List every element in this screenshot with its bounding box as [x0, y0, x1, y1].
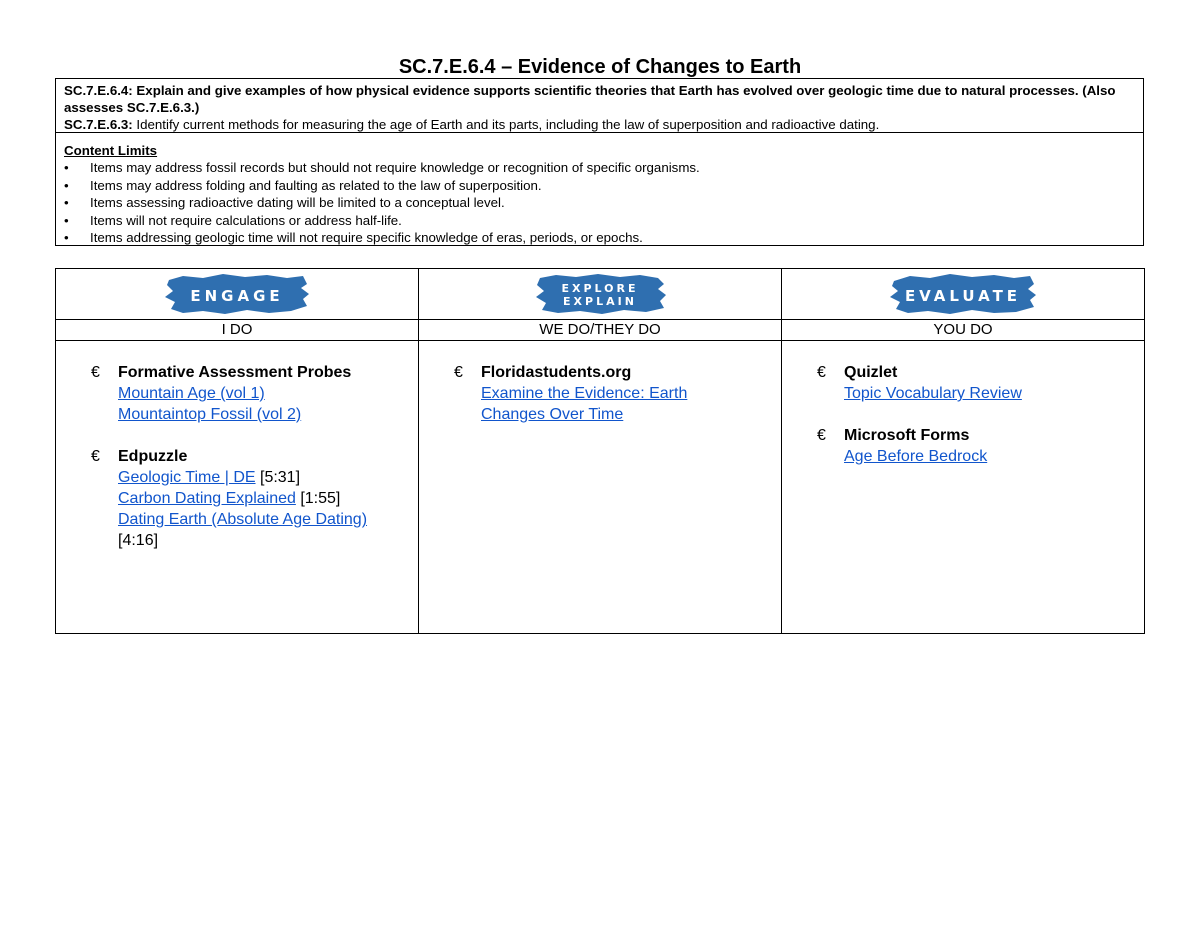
resource-title: Formative Assessment Probes [118, 364, 352, 381]
link-dating-earth[interactable]: Dating Earth (Absolute Age Dating) [118, 511, 368, 528]
evaluate-column [782, 269, 1144, 633]
resource-title: Quizlet [844, 364, 898, 381]
list-item [64, 212, 1135, 229]
explore-explain-column [419, 269, 782, 633]
list-item [64, 177, 1135, 194]
link-topic-vocabulary[interactable]: Topic Vocabulary Review [844, 385, 1022, 402]
link-mountain-age[interactable]: Mountain Age (vol 1) [118, 385, 265, 402]
video-duration: [5:31] [255, 469, 301, 486]
resource-formative-probes [91, 362, 418, 425]
banner-line: EVALUATE [904, 287, 1022, 305]
content-limits-list [64, 159, 1135, 246]
content-limits-title: Content Limits [64, 143, 158, 158]
link-examine-evidence[interactable]: Examine the Evidence: Earth [481, 385, 688, 402]
list-item [64, 229, 1135, 246]
link-age-before-bedrock[interactable]: Age Before Bedrock [844, 448, 988, 465]
column-heading: I DO [56, 320, 418, 341]
limit-text: Items may address fossil records but should not require knowledge or recognition of specific organisms. [90, 160, 700, 176]
lesson-plan-table [55, 268, 1145, 634]
limit-text: Items addressing geologic time will not require specific knowledge of eras, periods, or epochs. [90, 230, 643, 246]
resource-edpuzzle [91, 446, 418, 551]
evaluate-banner [888, 272, 1038, 316]
secondary-standard [64, 116, 1135, 133]
link-mountaintop-fossil[interactable]: Mountaintop Fossil (vol 2) [118, 406, 302, 423]
banner-line: ENGAGE [190, 287, 284, 305]
standards-box [55, 78, 1144, 246]
banner-row [419, 269, 781, 320]
limit-text: Items assessing radioactive dating will be limited to a conceptual level. [90, 195, 505, 211]
column-content [419, 341, 781, 446]
list-item [64, 194, 1135, 211]
resource-title: Floridastudents.org [481, 364, 632, 381]
video-duration: [1:55] [295, 490, 341, 507]
euro-icon: € [817, 427, 826, 444]
column-heading: WE DO/THEY DO [419, 320, 781, 341]
banner-row [782, 269, 1144, 320]
resource-floridastudents [454, 362, 781, 425]
secondary-standard-code: SC.7.E.6.3: [64, 117, 133, 132]
link-carbon-dating[interactable]: Carbon Dating Explained [118, 490, 296, 507]
bullet-icon: • [64, 212, 69, 228]
euro-icon: € [91, 448, 100, 465]
resource-microsoft-forms [817, 425, 1144, 467]
limit-text: Items may address folding and faulting as related to the law of superposition. [90, 177, 542, 193]
banner-row [56, 269, 418, 320]
resource-quizlet [817, 362, 1144, 404]
column-content [782, 341, 1144, 488]
engage-banner [163, 272, 311, 316]
page-title: SC.7.E.6.4 – Evidence of Changes to Earth [398, 56, 802, 78]
euro-icon: € [454, 364, 463, 381]
standards-section [56, 79, 1143, 133]
column-heading: YOU DO [782, 320, 1144, 341]
video-duration: [4:16] [118, 532, 159, 549]
content-limits-section [56, 133, 1143, 246]
euro-icon: € [817, 364, 826, 381]
resource-title: Microsoft Forms [844, 427, 970, 444]
banner-line: EXPLORE [561, 282, 639, 295]
list-item [64, 159, 1135, 176]
primary-standard [64, 82, 1135, 116]
bullet-icon: • [64, 177, 69, 193]
link-changes-over-time[interactable]: Changes Over Time [481, 406, 624, 423]
limit-text: Items will not require calculations or address half-life. [90, 212, 402, 228]
euro-icon: € [91, 364, 100, 381]
column-content [56, 341, 418, 572]
primary-standard-code: SC.7.E.6.4: [64, 83, 133, 98]
bullet-icon: • [64, 195, 69, 211]
explore-explain-banner [532, 272, 668, 316]
primary-standard-text: Explain and give examples of how physical evidence supports scientific theories that Earth has evolved over geologic time due to natural processes. (Also assesses SC.7.E.6.3.) [64, 83, 1116, 115]
banner-line: EXPLAIN [563, 295, 637, 308]
secondary-standard-text: Identify current methods for measuring the age of Earth and its parts, including the law of superposition and radioactive dating. [132, 117, 880, 132]
link-geologic-time[interactable]: Geologic Time | DE [118, 469, 256, 486]
bullet-icon: • [64, 160, 69, 176]
bullet-icon: • [64, 230, 69, 246]
engage-column [56, 269, 419, 633]
resource-title: Edpuzzle [118, 448, 188, 465]
